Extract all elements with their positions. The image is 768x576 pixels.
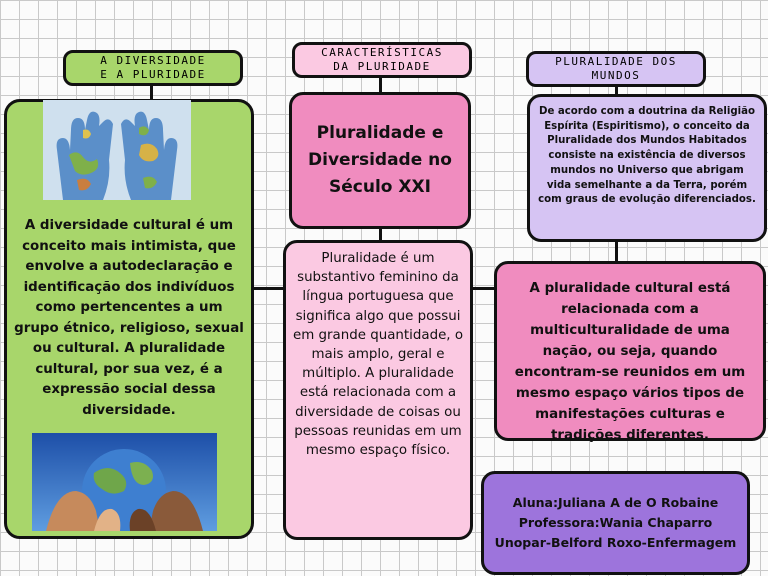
connector-left-label-to-box bbox=[150, 84, 153, 100]
title-box bbox=[289, 92, 471, 229]
label-pluralidade-mundos: PLURALIDADE DOS MUNDOS bbox=[526, 51, 706, 87]
main-title: Pluralidade e Diversidade no Século XXI bbox=[308, 123, 452, 197]
pluralidade-definition-text: Pluralidade é um substantivo feminino da língua portuguesa que significa algo que possui em grande quantidade, o mais amplo, geral e múltiplo. A pluralidade está relacionada com a diversidade de coisas ou pessoas reunidas em um mesmo espaço físico. bbox=[292, 251, 464, 459]
connector-right-top-to-bottom bbox=[615, 241, 618, 263]
diversidade-text: A diversidade cultural é um conceito mais intimista, que envolve a autodeclaração e identificação dos indivíduos como pertencentes a um grupo étnico, religioso, sexual ou cultural. A pluralidade cultural, por sua vez, é a expressão social dessa diversidade. bbox=[14, 218, 244, 418]
credits-box bbox=[481, 471, 750, 575]
credits-institution: Unopar-Belford Roxo-Enfermagem bbox=[494, 535, 737, 550]
hands-holding-globe-icon bbox=[32, 433, 217, 531]
connector-left-to-center bbox=[252, 287, 284, 290]
pluralidade-definition-box bbox=[283, 240, 473, 540]
pluralidade-mundos-box bbox=[527, 94, 767, 242]
credits-student: Aluna:Juliana A de O Robaine bbox=[512, 495, 719, 510]
label-caracteristicas: CARACTERÍSTICAS DA PLURIDADE bbox=[292, 42, 472, 78]
pluralidade-cultural-text: A pluralidade cultural está relacionada com a multiculturalidade de uma nação, ou seja, quando encontram-se reunidos em um mesmo espaço vários tipos de manifestações culturas e tradições diferentes. bbox=[514, 281, 746, 443]
pluralidade-cultural-box bbox=[494, 261, 766, 441]
label-diversidade: A DIVERSIDADE E A PLURIDADE bbox=[63, 50, 243, 86]
hands-painted-world-map-icon bbox=[43, 100, 191, 200]
credits-professor: Professora:Wania Chaparro bbox=[518, 515, 713, 530]
pluralidade-mundos-text: De acordo com a doutrina da Religião Espírita (Espiritismo), o conceito da Pluralidade dos Mundos Habitados consiste na existência de diversos mundos no Universo que abrigam vida semelhante a da Terra, porém com graus de evolução diferenciados. bbox=[538, 106, 756, 206]
